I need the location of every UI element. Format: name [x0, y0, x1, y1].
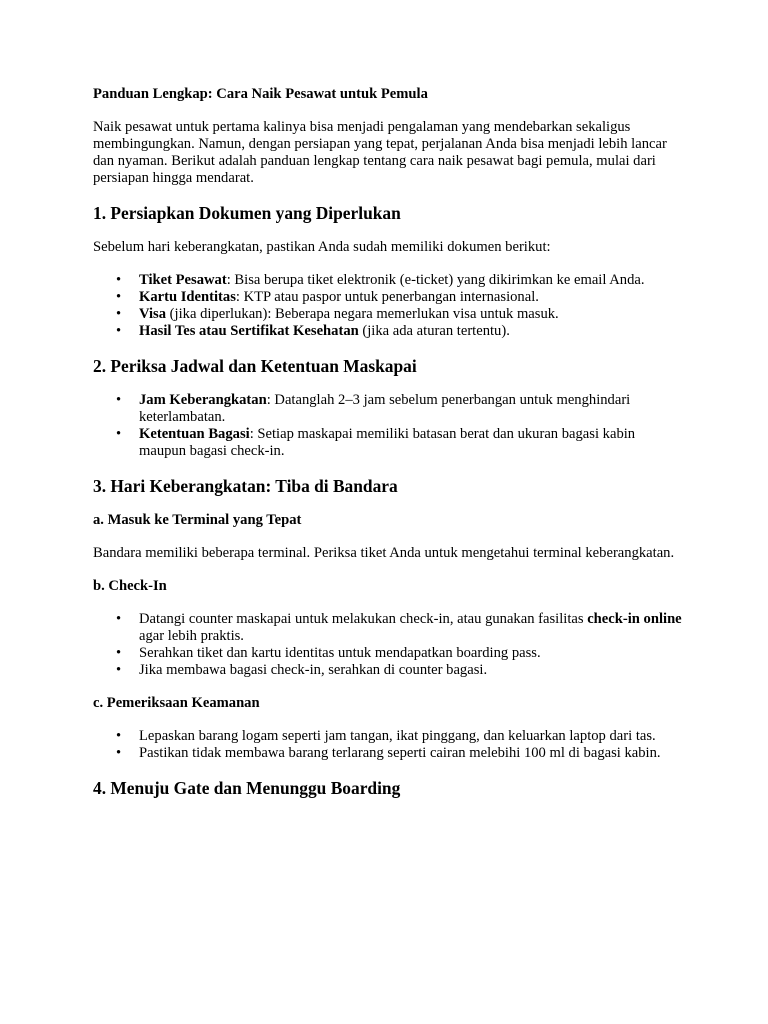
list-item-text: Datangi counter maskapai untuk melakukan check-in, atau gunakan fasilitas — [139, 611, 588, 627]
list-item: • Jika membawa bagasi check-in, serahkan di counter bagasi. — [139, 662, 683, 679]
list-item: • Pastikan tidak membawa barang terlarang seperti cairan melebihi 100 ml di bagasi kabin. — [139, 745, 683, 762]
list-item-bold: Kartu Identitas — [139, 289, 236, 305]
section-3b-list — [93, 611, 683, 679]
list-item-bold: Hasil Tes atau Sertifikat Kesehatan — [139, 323, 359, 339]
list-item: • Serahkan tiket dan kartu identitas untuk mendapatkan boarding pass. — [139, 645, 683, 662]
list-item-text: : KTP atau paspor untuk penerbangan internasional. — [235, 289, 539, 305]
list-item — [139, 323, 683, 340]
list-item-text: : Datanglah 2–3 jam sebelum penerbangan untuk menghindari keterlambatan. — [139, 392, 631, 425]
section-4-heading: 4. Menuju Gate dan Menunggu Boarding — [93, 778, 401, 798]
list-item — [139, 306, 683, 323]
list-item-bold: check-in online — [587, 611, 682, 627]
section-3a-text: Bandara memiliki beberapa terminal. Periksa tiket Anda untuk mengetahui terminal keberangkatan. — [93, 545, 675, 561]
list-item — [139, 392, 683, 426]
section-3c-heading: c. Pemeriksaan Keamanan — [93, 695, 260, 711]
list-item — [139, 289, 683, 306]
list-item-text: : Setiap maskapai memiliki batasan berat dan ukuran bagasi kabin maupun bagasi check-in. — [139, 426, 636, 459]
section-3c-list — [93, 728, 683, 762]
list-item-text: : Bisa berupa tiket elektronik (e-ticket) yang dikirimkan ke email Anda. — [226, 272, 645, 288]
list-item-bold: Visa — [139, 306, 167, 322]
list-item — [139, 272, 683, 289]
list-item — [139, 426, 683, 460]
list-item-text: agar lebih praktis. — [139, 628, 244, 644]
list-item-bold: Jam Keberangkatan — [139, 392, 267, 408]
section-2-list — [93, 392, 683, 460]
section-3-heading: 3. Hari Keberangkatan: Tiba di Bandara — [93, 476, 398, 496]
intro-paragraph: Naik pesawat untuk pertama kalinya bisa menjadi pengalaman yang mendebarkan sekaligus membingungkan. Namun, dengan persiapan yang tepat, perjalanan Anda bisa menjadi lebih lancar dan nyaman. Berikut adalah panduan lengkap tentang cara naik pesawat bagi pemula, mulai dari persiapan hingga mendarat. — [93, 119, 667, 186]
document-title: Panduan Lengkap: Cara Naik Pesawat untuk Pemula — [93, 86, 428, 102]
list-item: • Lepaskan barang logam seperti jam tangan, ikat pinggang, dan keluarkan laptop dari tas. — [139, 728, 683, 745]
list-item-bold: Tiket Pesawat — [139, 272, 227, 288]
section-1-heading: 1. Persiapkan Dokumen yang Diperlukan — [93, 203, 401, 223]
list-item-text: (jika ada aturan tertentu). — [358, 323, 510, 339]
section-1-intro: Sebelum hari keberangkatan, pastikan Anda sudah memiliki dokumen berikut: — [93, 239, 551, 255]
document-page — [93, 86, 683, 814]
section-3a-heading: a. Masuk ke Terminal yang Tepat — [93, 512, 302, 528]
list-item — [139, 611, 683, 645]
list-item-bold: Ketentuan Bagasi — [139, 426, 250, 442]
list-item-text: (jika diperlukan): Beberapa negara memerlukan visa untuk masuk. — [166, 306, 559, 322]
section-1-list — [93, 272, 683, 340]
section-3b-heading: b. Check-In — [93, 578, 167, 594]
section-2-heading: 2. Periksa Jadwal dan Ketentuan Maskapai — [93, 356, 417, 376]
